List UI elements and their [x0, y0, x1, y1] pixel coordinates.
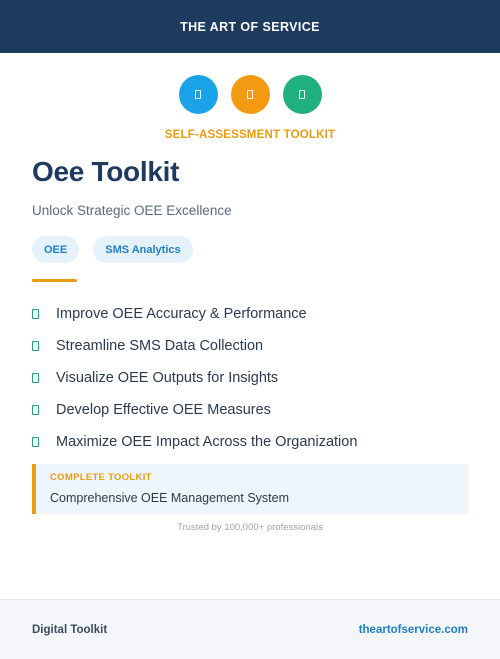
document-icon [299, 90, 305, 99]
document-icon [247, 90, 253, 99]
page-subtitle: Unlock Strategic OEE Excellence [32, 203, 232, 218]
list-item [32, 394, 357, 426]
callout-description: Comprehensive OEE Management System [50, 491, 289, 505]
check-icon [32, 405, 39, 415]
footer-bar [0, 599, 500, 659]
check-icon [32, 437, 39, 447]
feature-text: Streamline SMS Data Collection [56, 338, 264, 354]
callout-label: COMPLETE TOOLKIT [50, 472, 152, 483]
check-icon [32, 309, 39, 319]
check-icon [32, 373, 39, 383]
feature-text: Maximize OEE Impact Across the Organization [56, 434, 358, 450]
feature-text: Improve OEE Accuracy & Performance [56, 306, 307, 322]
list-item [32, 362, 357, 394]
website-link[interactable]: theartofservice.com [358, 623, 468, 636]
tag-sms-analytics[interactable]: SMS Analytics [93, 236, 192, 263]
brand-name: THE ART OF SERVICE [180, 19, 320, 34]
page-title: Oee Toolkit [32, 156, 180, 187]
footer-label: Digital Toolkit [32, 623, 108, 636]
list-item [32, 426, 357, 458]
trust-line: Trusted by 100,000+ professionals [177, 522, 323, 533]
document-icon [195, 90, 201, 99]
badge-blue [179, 75, 218, 114]
feature-list [32, 298, 357, 458]
feature-text: Develop Effective OEE Measures [56, 402, 271, 418]
list-item [32, 298, 357, 330]
top-banner [0, 0, 500, 53]
accent-divider [32, 279, 77, 282]
check-icon [32, 341, 39, 351]
badge-green [283, 75, 322, 114]
tag-oee[interactable]: OEE [32, 236, 79, 263]
badge-orange [231, 75, 270, 114]
badge-row [0, 75, 500, 114]
kicker-label: SELF-ASSESSMENT TOOLKIT [164, 129, 336, 141]
tag-list [32, 236, 193, 263]
complete-toolkit-callout [32, 464, 469, 514]
feature-text: Visualize OEE Outputs for Insights [56, 370, 279, 386]
list-item [32, 330, 357, 362]
